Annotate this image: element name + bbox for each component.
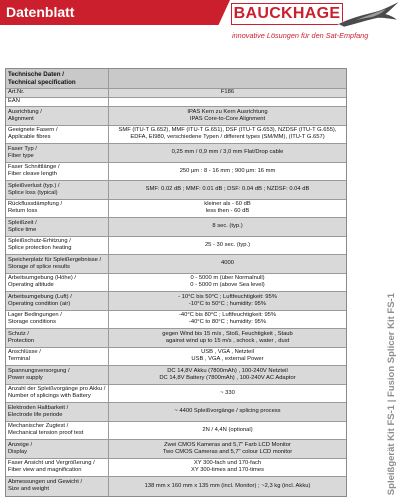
spec-value-line: 138 mm x 160 mm x 135 mm (incl. Monitor) ; ~2,3 kg (incl. Akku)	[144, 482, 311, 489]
spec-label-line: Size and weight	[8, 486, 49, 493]
spec-value	[109, 292, 346, 310]
spec-value-line: 0,25 mm / 0,9 mm / 3,0 mm Flat/Drop cable	[171, 149, 284, 156]
spec-row	[6, 348, 346, 367]
spec-label-line: Fiber cleave length	[8, 171, 57, 178]
spec-value	[109, 311, 346, 329]
spec-label	[6, 144, 109, 162]
spec-label	[6, 200, 109, 218]
brand-logo	[231, 3, 343, 25]
spec-label-line: Applicable fibres	[8, 134, 51, 141]
spec-label-line: Power supply	[8, 374, 43, 381]
spec-row	[6, 459, 346, 478]
spec-label-line: Schutz /	[8, 330, 29, 337]
spec-value-line: 0 - 5000 m (über Normalnull)	[190, 275, 265, 282]
spec-value	[109, 403, 346, 421]
spec-value-line: F186	[220, 89, 235, 96]
spec-value	[109, 459, 346, 477]
spec-value-line: EDFA, EI980, verschiedene Typen / different types (SM/MM), (ITU-T G.657)	[130, 134, 325, 141]
spec-value-line: XY 300-times and 170-times	[190, 467, 265, 474]
spec-row	[6, 403, 346, 422]
spec-value	[109, 422, 346, 440]
spec-label	[6, 89, 109, 97]
spec-label-line: Return loss	[8, 208, 38, 215]
spec-table-heading	[6, 69, 346, 89]
brand-logo-text: BAUCKHAGE	[233, 5, 341, 22]
spec-value-line: 2N / 4,4N (optional)	[202, 426, 253, 433]
spec-label-line: Art.Nr.	[8, 89, 25, 96]
spec-label-line: Protection	[8, 337, 35, 344]
spec-row	[6, 292, 346, 311]
spec-label-line: Speicherplatz für Spleißergebnisse /	[8, 256, 102, 263]
spec-value-line: -40°C to 80°C ; humidity: 95%	[188, 319, 267, 326]
spec-label-line: Splice protection heating	[8, 245, 72, 252]
spec-row	[6, 311, 346, 330]
spec-label-line: Mechanical tension proof test	[8, 430, 84, 437]
spec-value-line: kleiner als - 60 dB	[204, 201, 251, 208]
spec-value-line: 8 sec. (typ.)	[212, 223, 243, 230]
spec-label-line: Spleißzeit /	[8, 219, 37, 226]
spec-value-line: ~ 330	[220, 389, 235, 396]
spec-value	[109, 348, 346, 366]
spec-label	[6, 366, 109, 384]
spec-value-line: SMF: 0.02 dB ; MMF: 0.01 dB ; DSF: 0.04 dB ; NZDSF: 0.04 dB	[145, 186, 310, 193]
spec-value-line: 0 - 5000 m (above Sea level)	[190, 282, 265, 289]
spec-label-line: Terminal	[8, 356, 30, 363]
spec-label-line: Faser Ansicht und Vergrößerung /	[8, 460, 95, 467]
spec-value	[109, 126, 346, 144]
spec-heading-value	[109, 69, 346, 88]
brand-tagline: innovative Lösungen für den Sat-Empfang	[232, 31, 369, 40]
spec-label-line: Faser Schnittlänge /	[8, 164, 60, 171]
spec-row	[6, 237, 346, 256]
spec-label-line: Rückflussdämpfung /	[8, 201, 63, 208]
spec-value	[109, 218, 346, 236]
spec-row	[6, 329, 346, 348]
side-product-label: Spleißgerät Kit FS-1 | Fusion Splicer Kit FS-1	[386, 292, 397, 495]
spec-value	[109, 477, 346, 496]
spec-value	[109, 200, 346, 218]
spec-label-line: Spleißschutz-Erhitzung /	[8, 238, 71, 245]
spec-value-line: less then - 60 dB	[205, 208, 250, 215]
spec-label-line: Spannungsversorgung /	[8, 367, 70, 374]
spec-label	[6, 237, 109, 255]
spec-label	[6, 440, 109, 458]
spec-value-line: IPAS Kern zu Kern Ausrichtung	[187, 108, 268, 115]
page-title: Datenblatt	[6, 4, 75, 20]
spec-row	[6, 107, 346, 126]
spec-value-line: USB , VGA , external Power	[191, 356, 264, 363]
spec-label	[6, 181, 109, 199]
spec-label-line: Alignment	[8, 115, 34, 122]
spec-value-line: against wind up to 15 m/s , schock , water , dust	[165, 337, 290, 344]
spec-label	[6, 255, 109, 273]
spec-label-line: Mechanischer Zugtest /	[8, 423, 69, 430]
spec-label-line: Arbeitsumgebung (Höhe) /	[8, 275, 76, 282]
spec-label-line: Ausrichtung /	[8, 108, 42, 115]
spec-label-line: Electrode life periode	[8, 411, 63, 418]
spec-row	[6, 385, 346, 404]
spec-label-line: Fiber view and magnification	[8, 467, 82, 474]
spec-row	[6, 477, 346, 496]
spec-heading-line: Technische Daten /	[8, 70, 64, 78]
spec-value-line: 250 µm : 8 - 16 mm ; 900 µm: 16 mm	[179, 167, 276, 174]
spec-heading-line: Technical specification	[8, 78, 76, 86]
spec-label-line: Elektroden Haltbarkeit /	[8, 404, 69, 411]
spec-label-line: Spleißverlust (typ.) /	[8, 182, 60, 189]
spec-row	[6, 181, 346, 200]
spec-label	[6, 292, 109, 310]
spec-label-line: Storage of splice results	[8, 263, 70, 270]
spec-value	[109, 237, 346, 255]
spec-value-line: 4000	[221, 260, 234, 267]
spec-value	[109, 98, 346, 106]
spec-label	[6, 348, 109, 366]
spec-label	[6, 385, 109, 403]
spec-heading-label	[6, 69, 109, 88]
spec-value-line: IPAS Core-to-Core Alignment	[189, 115, 266, 122]
spec-label	[6, 126, 109, 144]
spec-value	[109, 440, 346, 458]
spec-row	[6, 440, 346, 459]
spec-label	[6, 107, 109, 125]
spec-label-line: Splice loss (typical)	[8, 189, 58, 196]
spec-label	[6, 459, 109, 477]
spec-label-line: Abmessungen und Gewicht /	[8, 479, 83, 486]
spec-row	[6, 144, 346, 163]
spec-label	[6, 403, 109, 421]
spec-value-line: -40°C bis 80°C ; Luftfeuchtigkeit: 95%	[178, 312, 277, 319]
spec-label	[6, 329, 109, 347]
spec-value	[109, 144, 346, 162]
spec-label-line: Splice time	[8, 226, 37, 233]
spec-row	[6, 422, 346, 441]
spec-value	[109, 385, 346, 403]
spec-row	[6, 255, 346, 274]
spec-label-line: EAN	[8, 98, 20, 105]
spec-label-line: Anzahl der Spleißvorgänge pro Akku /	[8, 386, 106, 393]
spec-value-line: ~ 4400 Spleißvorgänge / splicing process	[174, 408, 281, 415]
spec-label-line: Operating altitude	[8, 282, 54, 289]
spec-label	[6, 98, 109, 106]
spec-value	[109, 163, 346, 181]
spec-label-line: Anzeige /	[8, 441, 33, 448]
spec-row	[6, 98, 346, 107]
spec-row	[6, 126, 346, 145]
spec-label-line: Display	[8, 448, 28, 455]
spec-label	[6, 163, 109, 181]
spec-value-line: XY 300-fach und 170-fach	[193, 460, 262, 467]
spec-label-line: Geeignete Fasern /	[8, 127, 58, 134]
spec-value-line: gegen Wind bis 15 m/s , Stoß, Feuchtigkeit , Staub	[162, 330, 293, 337]
spec-label-line: Arbeitsumgebung (Luft) /	[8, 293, 72, 300]
spec-value-line: Two CMOS Cameras and 5,7" colour LCD monitor	[162, 448, 293, 455]
swallow-icon	[336, 0, 402, 30]
spec-row	[6, 366, 346, 385]
spec-label-line: Faser Typ /	[8, 145, 37, 152]
spec-label-line: Operating condition (air)	[8, 300, 71, 307]
spec-label	[6, 311, 109, 329]
spec-value-line: - 10°C bis 50°C ; Luftfeuchtigkeit: 95%	[178, 293, 277, 300]
spec-value-line: 25 - 30 sec. (typ.)	[204, 241, 251, 248]
spec-row	[6, 163, 346, 182]
spec-row	[6, 218, 346, 237]
spec-value	[109, 107, 346, 125]
spec-value	[109, 366, 346, 384]
spec-row	[6, 200, 346, 219]
spec-label-line: Anschlüsse /	[8, 349, 41, 356]
spec-value	[109, 181, 346, 199]
spec-label	[6, 422, 109, 440]
spec-table	[5, 68, 347, 497]
spec-value	[109, 255, 346, 273]
spec-value	[109, 89, 346, 97]
spec-label-line: Number of splicings with Battery	[8, 393, 91, 400]
spec-label-line: Storage conditions	[8, 319, 57, 326]
spec-value-line: DC 14,8V Battery (7800mAh) , 100-240V AC Adaptor	[159, 374, 296, 381]
spec-value-line: DC 14,8V Akku (7800mAh) , 100-240V Netzteil	[167, 367, 288, 374]
spec-value-line: -10°C to 50°C ; humidity: 95%	[188, 300, 267, 307]
spec-value-line: Zwei CMOS Kameras and 5,7" Farb LCD Monitor	[164, 441, 291, 448]
spec-value	[109, 274, 346, 292]
spec-value	[109, 329, 346, 347]
spec-row	[6, 89, 346, 98]
spec-row	[6, 274, 346, 293]
spec-label-line: Fiber type	[8, 152, 34, 159]
spec-value-line: SMF (ITU-T G.652), MMF (ITU-T G.651), DSF (ITU-T G.653), NZDSF (ITU-T G.655),	[118, 127, 337, 134]
spec-label	[6, 274, 109, 292]
spec-label	[6, 218, 109, 236]
spec-value-line: USB , VGA , Netzteil	[201, 349, 254, 356]
spec-label	[6, 477, 109, 496]
spec-label-line: Lager Bedingungen /	[8, 312, 62, 319]
